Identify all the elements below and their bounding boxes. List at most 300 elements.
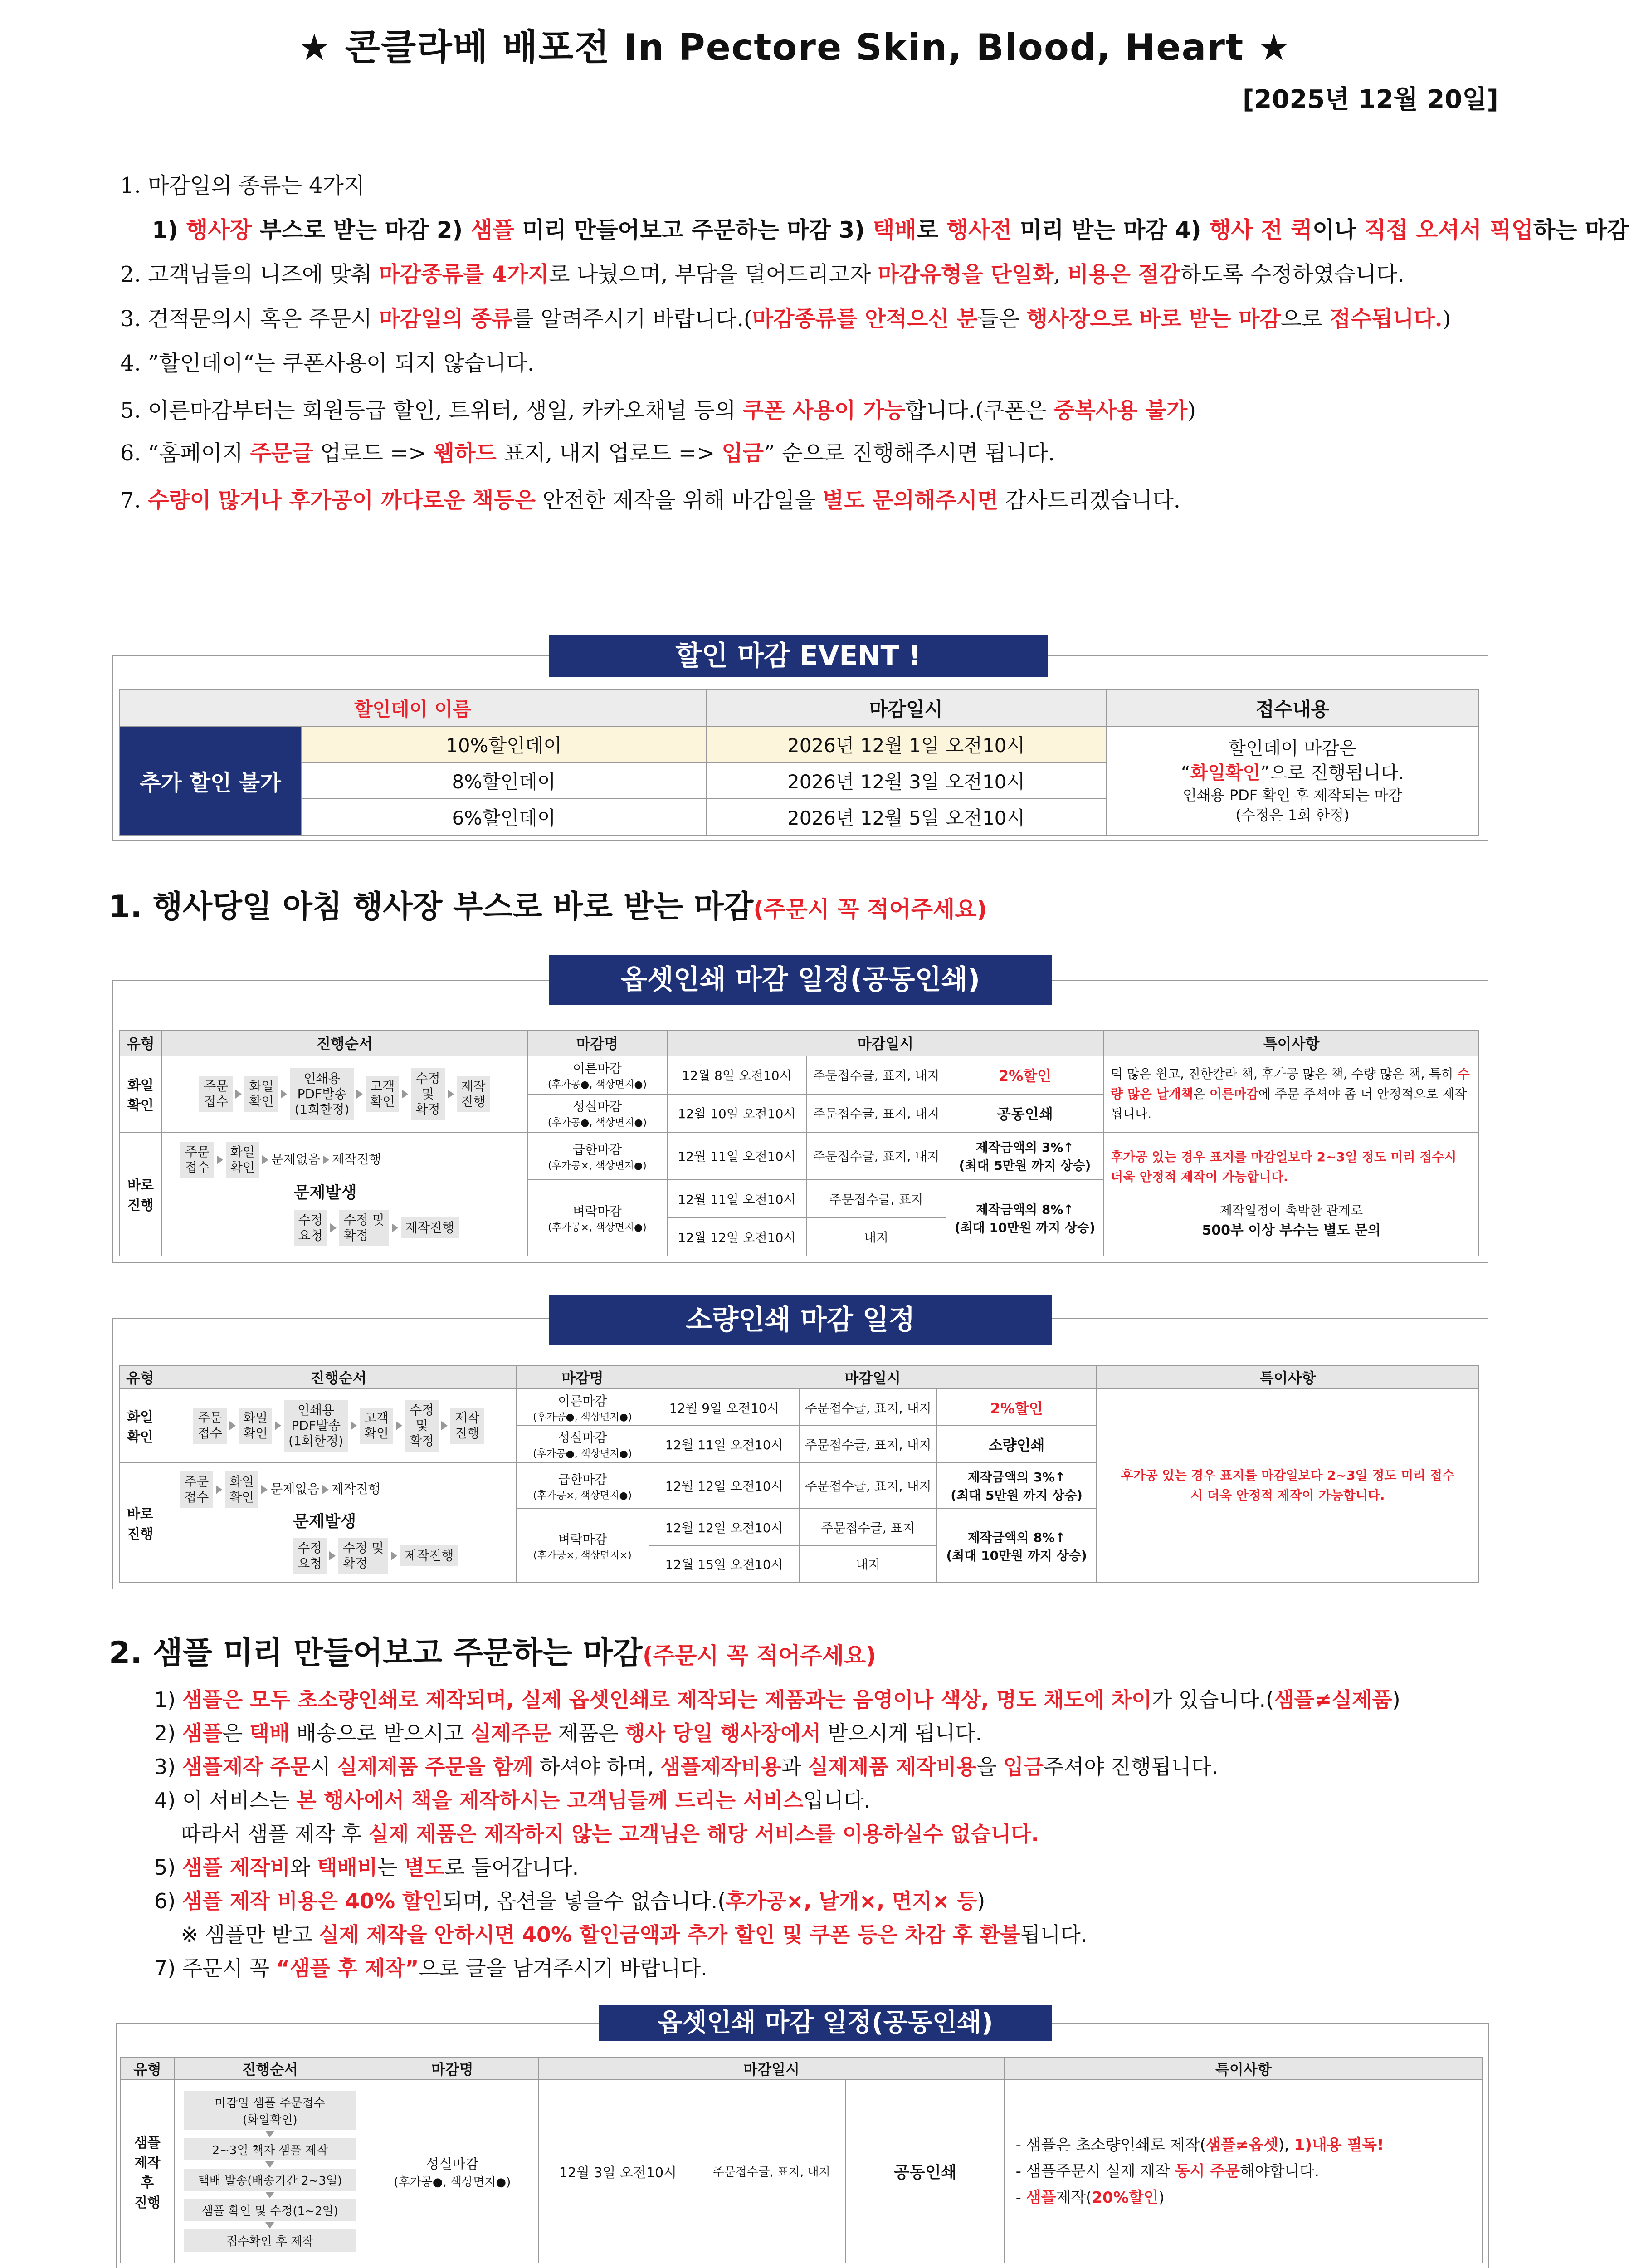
arrow-right-icon [217,1155,223,1164]
offset1-banner: 옵셋인쇄 마감 일정(공동인쇄) [549,955,1052,1005]
deadline-items: 주문접수글, 표지, 내지 [800,1426,936,1462]
deadline-name-cell [516,1426,649,1462]
col-deadline-date: 마감일시 [539,2058,1005,2079]
col-type: 유형 [121,2058,174,2079]
arrow-right-icon [351,1421,357,1430]
discount-row-date: 2026년 12월 1일 오전10시 [706,726,1106,763]
discount-row-name: 6%할인데이 [302,799,706,835]
plain-text: 하셔야 하며, [533,1755,661,1779]
deadline-items: 내지 [800,1546,936,1583]
discount-note-3: 인쇄용 PDF 확인 후 제작되는 마감 [1182,787,1403,804]
deadline-date: 12월 12일 오전10시 [667,1218,807,1256]
type-file-check: 화일 확인 [119,1389,161,1463]
deadline-name-cell [527,1180,667,1256]
discount-row-name: 8%할인데이 [302,763,706,799]
arrow-right-icon [281,1090,287,1099]
col-process: 진행순서 [161,1366,516,1389]
note-7 [120,471,1526,530]
section2-item-7 [154,1951,1400,1985]
deadline-result: 2%할인 [946,1056,1104,1094]
step-problem: 문제발생 [293,1183,357,1202]
highlight-text: 이른마감 [1209,1086,1259,1101]
offset1-table [119,1030,1479,1256]
plain-text: 되며, 옵션을 넣을수 없습니다.( [442,1889,726,1913]
col-process: 진행순서 [174,2058,366,2079]
col-process: 진행순서 [162,1030,528,1056]
arrow-right-icon [322,1485,329,1494]
plain-text: 후가공 있는 경우 표지 [1111,1149,1234,1165]
plain-text: 5. 이른마감부터는 회원등급 할인, 트위터, 생일, 카카오채널 등의 [120,398,743,423]
highlight-text: 행사장으로 바로 받는 마감 [1026,306,1281,332]
highlight-text: 샘플 [1026,2188,1056,2207]
discount-table [119,689,1479,836]
offset1-special-1 [1104,1056,1479,1132]
plain-text: 안전한 제작을 위해 마감일을 [536,488,823,513]
plain-text: 먹 많은 원고, 진한칼라 책, 후가공 많은 책, 수량 많은 책, 특히 [1111,1066,1458,1081]
plain-text: 따라서 샘플 제작 후 [154,1822,369,1846]
note-1: 1. 마감일의 종류는 4가지 [120,173,365,198]
section2-item-5 [154,1851,1400,1884]
plain-text: ) [977,1889,985,1913]
step-no-problem: 문제없음 [270,1481,320,1496]
plain-text: 하는 마감 [1533,217,1629,243]
arrow-right-icon [396,1421,402,1430]
col-deadline-date: 마감일시 [649,1366,1097,1389]
arrow-down-icon [265,2222,274,2229]
step-pdf: 인쇄용 PDF발송 (1회한정) [284,1400,348,1452]
plain-text: ) [1392,1687,1400,1712]
offset2-banner: 옵셋인쇄 마감 일정(공동인쇄) [599,2005,1052,2041]
step-revise-request: 수정 요청 [293,1538,327,1574]
deadline-date: 12월 12일 오전10시 [649,1509,800,1545]
arrow-right-icon [392,1223,398,1232]
step-file: 화일 확인 [225,1471,258,1508]
arrow-down-icon [265,2161,274,2168]
plain-text: - 샘플은 초소량인쇄로 제작( [1015,2136,1206,2154]
highlight-text: 행사장 [186,217,252,243]
highlight-text: 샘플≠실제품 [1274,1687,1392,1712]
note-5 [120,386,1526,435]
plain-text: ” 순으로 진행해주시면 됩니다. [764,440,1055,466]
section2-item-4b [154,1817,1400,1851]
plain-text: 은 [1193,1086,1210,1101]
plain-text: 는 [377,1855,405,1880]
col-deadline-date: 마감일시 [667,1030,1104,1056]
arrow-right-icon [356,1090,363,1099]
deadline-result: 소량인쇄 [936,1426,1096,1462]
highlight-text: 행사 당일 행사장에서 [625,1721,821,1745]
highlight-text: 마감유형을 단일화 [878,262,1054,287]
highlight-text: 택배 [249,1721,290,1745]
sample-step-3: 택배 발송(배송기간 2~3일) [184,2169,356,2191]
sample-process [174,2079,366,2263]
plain-text: 1) [152,217,186,243]
sample-special-3 [1016,2185,1471,2211]
deadline-sub: (후가공●, 색상면지●) [533,1412,632,1423]
highlight-text: 시 더욱 안정적 제작이 가능합니다. [1190,1488,1385,1503]
small1-special [1097,1389,1479,1583]
discount-banner: 할인 마감 EVENT ! [549,635,1048,677]
plain-text: 시 더욱 안정적 제작이 가능합니다. [1111,1149,1457,1185]
deadline-name: 벼락마감 [558,1532,607,1547]
step-customer: 고객 확인 [360,1408,393,1444]
plain-text: 4) 이 서비스는 [154,1788,297,1813]
step-file: 화일 확인 [239,1408,272,1444]
deadline-name: 이른마감 [558,1393,607,1409]
section2-item-6 [154,1884,1400,1918]
plain-text: 은 [222,1721,249,1745]
plain-text: 2. 고객님들의 니즈에 맞춰 [120,262,379,287]
page-date: [2025년 12월 20일] [1242,85,1498,114]
plain-text: 1) [154,1687,182,1712]
highlight-text: 샘플≠옵셋 [1205,2136,1278,2154]
plain-text: 으로 [1280,306,1330,332]
arrow-right-icon [391,1551,397,1560]
offset1-special-2 [1104,1132,1479,1256]
plain-text: 들은 [977,306,1027,332]
small1-banner: 소량인쇄 마감 일정 [549,1295,1052,1345]
arrow-right-icon [216,1485,222,1494]
step-produce-go: 제작진행 [331,1481,380,1496]
deadline-result: 제작금액의 3%↑ (최대 5만원 까지 상승) [936,1463,1096,1509]
arrow-right-icon [402,1090,408,1099]
offset2-table [120,2057,1483,2263]
plain-text: ) [1442,306,1451,332]
highlight-text: 1)내용 필독! [1294,2136,1384,2154]
highlight-text: 샘플은 모두 초소량인쇄로 제작되며, 실제 옵셋인쇄로 제작되는 제품과는 음영이나 색상, 명도 채도에 차이 [182,1687,1152,1712]
type-sample: 샘플 제작 후 진행 [121,2079,174,2263]
deadline-result: 공동인쇄 [946,1094,1104,1132]
highlight-text: 샘플 [470,217,515,243]
highlight-text: 쿠폰 사용이 가능 [742,398,905,423]
step-order: 주문 접수 [180,1142,214,1178]
type-direct: 바로 진행 [119,1463,161,1583]
deadline-date: 12월 3일 오전10시 [539,2079,697,2263]
step-file: 화일 확인 [244,1076,278,1112]
offset1-special-4: 500부 이상 부수는 별도 문의 [1202,1222,1381,1239]
deadline-result: 제작금액의 8%↑ (최대 10만원 까지 상승) [936,1509,1096,1583]
highlight-text: 주문글 [250,440,313,466]
highlight-text: 실제주문 [471,1721,551,1745]
col-deadline-name: 마감명 [366,2058,539,2079]
arrow-down-icon [265,2131,274,2137]
deadline-sub: (후가공●, 색상면지●) [547,1079,647,1091]
sample-special-2 [1016,2158,1471,2185]
col-special: 특이사항 [1104,1030,1479,1056]
offset2-special [1005,2079,1483,2263]
plain-text: ”으로 진행됩니다. [1260,763,1404,783]
deadline-result: 공동인쇄 [846,2079,1004,2263]
highlight-text: 웹하드 [433,440,497,466]
plain-text: 받으시게 됩니다. [821,1721,982,1745]
plain-text: 합니다.(쿠폰은 [905,398,1054,423]
deadline-date: 12월 15일 오전10시 [649,1546,800,1583]
plain-text: 제작( [1056,2188,1092,2207]
plain-text: 제품은 [551,1721,625,1745]
discount-row-date: 2026년 12월 3일 오전10시 [706,763,1106,799]
plain-text: 으로 글을 남겨주시기 바랍니다. [419,1956,707,1980]
page-title: ★ 콘클라베 배포전 In Pectore Skin, Blood, Heart ★ [298,26,1291,68]
deadline-name: 급한마감 [558,1471,607,1487]
deadline-items: 주문접수글, 표지 [800,1509,936,1545]
deadline-date: 12월 8일 오전10시 [667,1056,807,1094]
section2-item-3 [154,1750,1400,1784]
process-file-check [162,1056,528,1132]
step-order: 주문 접수 [180,1471,213,1508]
highlight-text: 직접 오셔서 픽업 [1364,217,1534,243]
plain-text: 로 들어갑니다. [444,1855,579,1880]
plain-text: 업로드 => [313,440,434,466]
plain-text: 미리 받는 마감 4) [1012,217,1210,243]
plain-text: 6. “홈페이지 [120,440,250,466]
section2-item-2 [154,1716,1400,1750]
note-4: 4. ”할인데이“는 쿠폰사용이 되지 않습니다. [120,351,535,376]
deadline-date: 12월 11일 오전10시 [649,1426,800,1462]
plain-text: 시 [310,1755,337,1779]
highlight-text: 실제제품 제작비용 [808,1755,977,1779]
step-revise-confirm: 수정 및 확정 [339,1210,389,1246]
arrow-down-icon [265,2192,274,2198]
deadline-items: 주문접수글, 표지, 내지 [806,1132,946,1180]
step-revise-confirm: 수정 및 확정 [338,1538,388,1574]
highlight-text: 수량이 많거나 후가공이 까다로운 책등은 [148,488,536,513]
highlight-text: 택배 [873,217,917,243]
deadline-name-cell [527,1132,667,1180]
plain-text: 7) 주문시 꼭 [154,1956,276,1980]
step-produce: 제작 진행 [457,1076,490,1112]
highlight-text: 택배비 [317,1855,378,1880]
plain-text: 이나 [1312,217,1365,243]
plain-text: 5) [154,1855,182,1880]
discount-note [1106,726,1479,835]
highlight-text: 실제 제작을 안하시면 40% 할인금액과 추가 할인 및 쿠폰 등은 차감 후 환불 [319,1922,1020,1947]
col-deadline-name: 마감명 [516,1366,649,1389]
type-direct: 바로 진행 [119,1132,162,1256]
arrow-right-icon [275,1421,281,1430]
col-special: 특이사항 [1097,1366,1479,1389]
arrow-right-icon [329,1551,336,1560]
discount-header-name: 할인데이 이름 [119,690,706,726]
highlight-text: 행사전 [946,217,1012,243]
plain-text: 됩니다. [1020,1922,1088,1947]
step-problem: 문제발생 [293,1512,356,1531]
section2-heading [109,1628,876,1672]
note-6 [120,435,1526,471]
deadline-name: 성실마감 [426,2156,479,2172]
arrow-right-icon [261,1485,268,1494]
section2-item-4 [154,1784,1400,1817]
step-order: 주문 접수 [193,1408,227,1444]
plain-text: 후가공 있는 경우 표지를 마감일보다 2~3일 정도 미리 접수 [1121,1468,1455,1483]
discount-side-label: 추가 할인 불가 [119,726,302,835]
revise-flow [293,1538,516,1574]
discount-row-date: 2026년 12월 5일 오전10시 [706,799,1106,835]
plain-text: - [1015,2188,1026,2207]
col-type: 유형 [119,1366,161,1389]
deadline-sub: (후가공×, 색상면지●) [533,1490,632,1501]
plain-text: 표지, 내지 업로드 => [496,440,722,466]
note-3 [120,297,1526,341]
sample-step-5: 접수확인 후 제작 [184,2229,356,2252]
deadline-date: 12월 12일 오전10시 [649,1463,800,1509]
plain-text: 6) [154,1889,182,1913]
discount-note-2 [1107,761,1478,785]
step-revise-request: 수정 요청 [294,1210,327,1246]
deadline-date: 12월 11일 오전10시 [667,1132,807,1180]
deadline-items: 주문접수글, 표지, 내지 [800,1463,936,1509]
deadline-name-cell [516,1463,649,1509]
plain-text: 배송으로 받으시고 [289,1721,471,1745]
deadline-items: 주문접수글, 표지, 내지 [806,1056,946,1094]
discount-row-name: 10%할인데이 [302,726,706,763]
sample-special-1 [1016,2132,1471,2158]
plain-text: “ [1181,763,1190,783]
plain-text: 에 주문 주셔야 좀 더 안정적으로 제작됩니다. [1111,1086,1467,1121]
plain-text: 입니다. [803,1788,871,1813]
deadline-items: 주문접수글, 표지, 내지 [697,2079,846,2263]
highlight-text: 본 행사에서 책을 제작하시는 고객님들께 드리는 서비스 [296,1788,804,1813]
plain-text: 7. [120,488,148,513]
discount-header-date: 마감일시 [706,690,1106,726]
step-file: 화일 확인 [226,1142,259,1178]
deadline-sub: (후가공●, 색상면지●) [547,1117,647,1129]
highlight-text: 마감일의 종류 [379,306,513,332]
arrow-right-icon [235,1090,242,1099]
deadline-items: 주문접수글, 표지 [806,1180,946,1218]
plain-text: 로 [916,217,946,243]
col-special: 특이사항 [1005,2058,1483,2079]
plain-text: 가 있습니다.( [1151,1687,1274,1712]
deadline-name: 성실마감 [572,1099,622,1114]
highlight-text: 중복사용 불가 [1053,398,1188,423]
section1-note: (주문시 꼭 적어주세요) [753,896,987,923]
sample-step-2: 2~3일 책자 샘플 제작 [184,2138,356,2160]
sample-step-4: 샘플 확인 및 수정(1~2일) [184,2199,356,2221]
deadline-result: 2%할인 [936,1389,1096,1426]
section2-note: (주문시 꼭 적어주세요) [642,1642,877,1669]
highlight-text: 실제제품 주문을 함께 [337,1755,533,1779]
highlight-text: 샘플제작 주문 [182,1755,311,1779]
highlight-text: 실제 제품은 제작하지 않는 고객님은 해당 서비스를 이용하실수 없습니다. [368,1822,1039,1846]
deadline-name: 벼락마감 [572,1204,622,1219]
plain-text: , [1053,262,1068,287]
deadline-items: 주문접수글, 표지, 내지 [806,1094,946,1132]
deadline-name: 성실마감 [558,1430,607,1446]
arrow-right-icon [441,1421,448,1430]
plain-text: ), [1278,2136,1294,2154]
deadline-name-cell [366,2079,539,2263]
section1-title: 1. 행사당일 아침 행사장 부스로 바로 받는 마감 [109,889,754,925]
discount-note-4: (수정은 1회 한정) [1235,807,1350,824]
highlight-text: 20%할인 [1092,2188,1159,2207]
highlight-text: 접수됩니다. [1329,306,1443,332]
highlight-text: 샘플 제작비 [182,1855,291,1880]
highlight-text: 비용은 절감 [1067,262,1180,287]
notes-list [120,163,1629,530]
plain-text: ) [1187,398,1196,423]
highlight-text: 별도 [404,1855,445,1880]
plain-text: ※ 샘플만 받고 [154,1922,319,1947]
highlight-text: 행사 전 퀵 [1209,217,1313,243]
highlight-text: 화일확인 [1190,763,1261,783]
arrow-right-icon [229,1421,236,1430]
deadline-sub: (후가공×, 색상면지×) [533,1550,632,1562]
arrow-right-icon [448,1090,454,1099]
arrow-right-icon [262,1155,268,1164]
deadline-sub: (후가공×, 색상면지●) [548,1222,647,1234]
deadline-name: 이른마감 [572,1061,622,1076]
plain-text: 와 [290,1855,317,1880]
discount-header-note: 접수내용 [1106,690,1479,726]
section1-heading [109,882,987,926]
highlight-text: 입금 [722,440,764,466]
plain-text: 해야합니다. [1239,2162,1320,2180]
deadline-date: 12월 11일 오전10시 [667,1180,807,1218]
highlight-text: 입금 [1003,1755,1044,1779]
highlight-text: 마감종류를 4가지 [379,262,549,287]
deadline-sub: (후가공●, 색상면지●) [533,1448,632,1460]
step-pdf: 인쇄용 PDF발송 (1회한정) [290,1068,354,1120]
plain-text: 을 [976,1755,1004,1779]
deadline-name-cell [527,1094,667,1132]
highlight-text: 후가공×, 날개×, 면지× 등 [726,1889,977,1913]
note-2 [120,252,1526,297]
step-produce-go: 제작진행 [400,1545,458,1566]
highlight-text: 수량 많은 날개책 [1111,1066,1470,1101]
deadline-items: 주문접수글, 표지, 내지 [800,1389,936,1426]
section2-item-6b [154,1918,1400,1951]
col-type: 유형 [119,1030,162,1056]
highlight-text: 샘플제작비용 [660,1755,781,1779]
note-1-types [120,208,1629,252]
highlight-text: 마감종류를 안적으신 분 [752,306,978,332]
process-direct [162,1132,528,1256]
offset1-special-3: 제작일정이 촉박한 관계로 [1219,1203,1363,1218]
step-order: 주문 접수 [199,1076,233,1112]
deadline-sub: (후가공×, 색상면지●) [548,1160,647,1172]
deadline-sub: (후가공●, 색상면지●) [394,2175,511,2189]
highlight-text: 동시 주문 [1175,2162,1240,2180]
deadline-name: 급한마감 [572,1142,622,1157]
col-deadline-name: 마감명 [527,1030,667,1056]
offset1-special-2-text [1111,1147,1472,1187]
step-produce-go: 제작진행 [401,1217,459,1238]
process-file-check [161,1389,516,1463]
small1-table [119,1365,1479,1583]
type-file-check: 화일 확인 [119,1056,162,1132]
step-produce: 제작 진행 [450,1408,484,1444]
section2-items [154,1683,1400,1985]
deadline-date: 12월 9일 오전10시 [649,1389,800,1426]
plain-text: 로 나눴으며, 부담을 덜어드리고자 [549,262,878,287]
arrow-right-icon [323,1155,329,1164]
plain-text: 를 알려주시기 바랍니다.( [512,306,752,332]
plain-text: 감사드리겠습니다. [998,488,1181,513]
plain-text: ) [1158,2188,1165,2207]
highlight-text: 를 마감일보다 2~3일 정도 미리 접수 [1234,1149,1444,1165]
step-customer: 고객 확인 [366,1076,399,1112]
deadline-date: 12월 10일 오전10시 [667,1094,807,1132]
revise-flow [294,1210,527,1246]
plain-text: 주셔야 진행됩니다. [1044,1755,1219,1779]
discount-note-1: 할인데이 마감은 [1228,738,1357,759]
step-revise: 수정 및 확정 [411,1068,444,1120]
plain-text: 과 [781,1755,808,1779]
highlight-text: “샘플 후 제작” [276,1956,419,1980]
plain-text: 3) [154,1755,182,1779]
highlight-text: 샘플 제작 비용은 40% 할인 [182,1889,443,1913]
plain-text: 미리 만들어보고 주문하는 마감 3) [514,217,873,243]
